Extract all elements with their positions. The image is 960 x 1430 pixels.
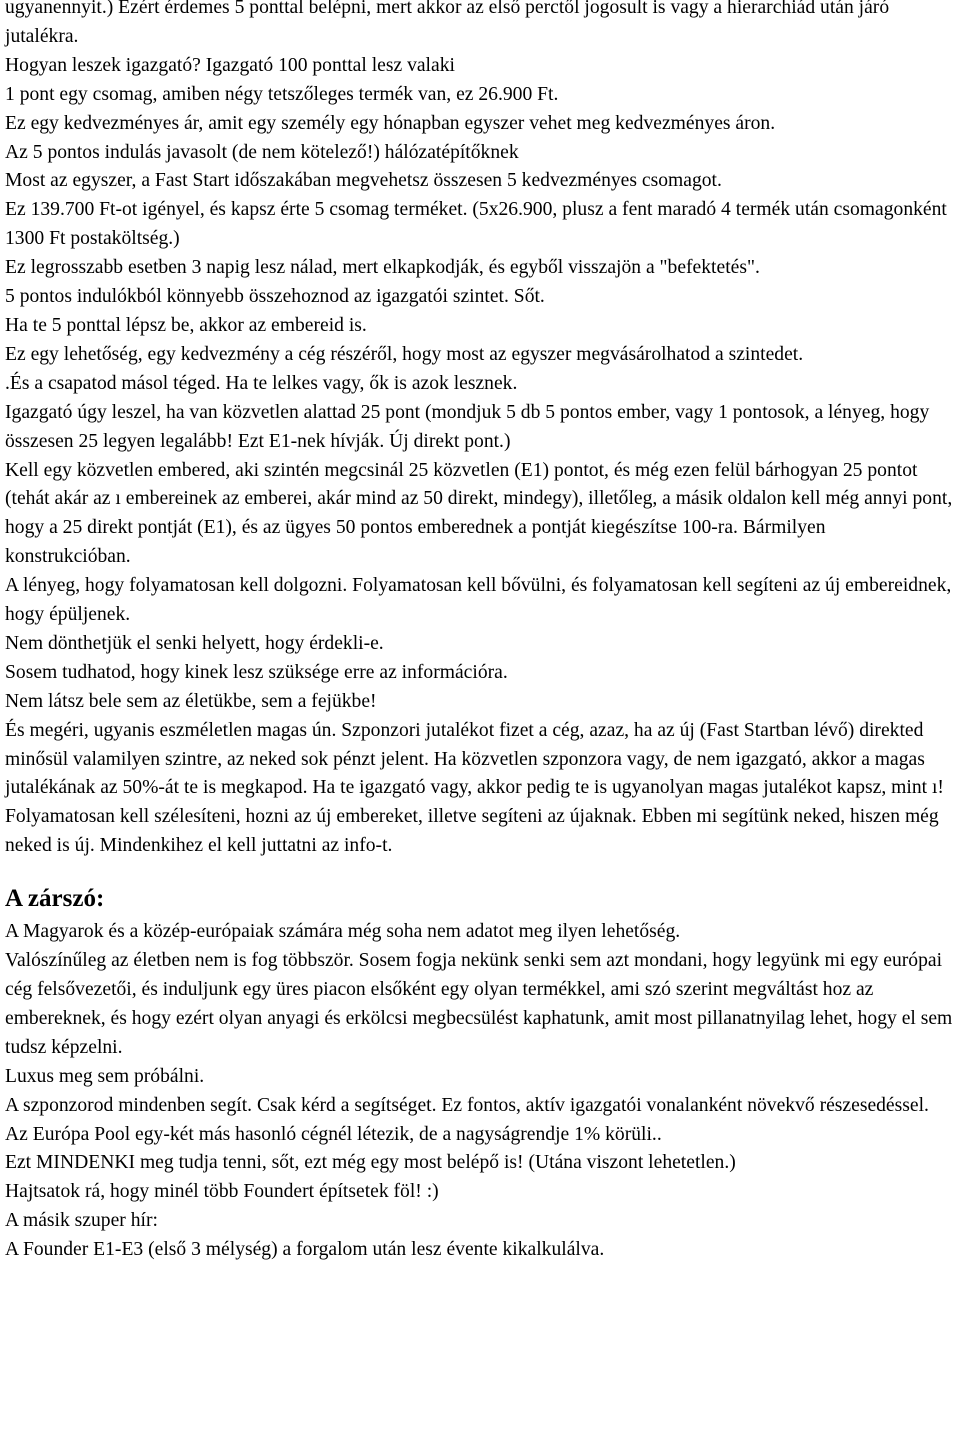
paragraph: Valószínűleg az életben nem is fog többször. Sosem fogja nekünk senki sem azt mondani, hogy legyünk mi egy európai cég felsővezetői, és induljunk egy üres piacon elsőként egy olyan termékkel, ami szó szerint megváltást hoz az embereknek, és hogy ezért olyan anyagi és erkölcsi megbecsülést kaphatunk, amit most pillanatnyilag lehet, hogy el sem tudsz képzelni. (5, 950, 953, 1058)
paragraph: .És a csapatod másol téged. Ha te lelkes vagy, ők is azok lesznek. (5, 372, 518, 394)
paragraph: Kell egy közvetlen embered, aki szintén megcsinál 25 közvetlen (E1) pontot, és még ezen felül bárhogyan 25 pontot (tehát akár az ı embereinek az emberei, akár mind az 50 direkt, mindegy), illetőleg, a másik oldalon kell még annyi pont, hogy a 25 direkt pontját (E1), és az ügyes 50 pontos emberednek a pontját kiegészítse 100-ra. Bármilyen konstrukcióban. (5, 459, 953, 568)
paragraph: 5 pontos indulókból könnyebb összehoznod az igazgatói szintet. Sőt. (5, 286, 545, 308)
paragraph: És megéri, ugyanis eszméletlen magas ún. Szponzori jutalékot fizet a cég, azaz, ha az új (Fast Startban lévő) direkted minősül valamilyen szintre, az neked sok pénzt jelent. Ha közvetlen szponzora vagy, de nem igazgató, akkor a magas jutalékának az 50%-át te is megkapod. Ha te igazgató vagy, akkor pedig te is ugyanolyan magas jutalékot kapsz, mint ı! (5, 719, 944, 799)
paragraph: A Magyarok és a közép-európaiak számára még soha nem adatot meg ilyen lehetőség. (5, 921, 681, 943)
paragraph: Sosem tudhatod, hogy kinek lesz szüksége erre az információra. (5, 661, 508, 683)
paragraph: Nem látsz bele sem az életükbe, sem a fejükbe! (5, 690, 377, 712)
paragraph: 1 pont egy csomag, amiben négy tetszőleges termék van, ez 26.900 Ft. (5, 83, 559, 105)
paragraph: Nem dönthetjük el senki helyett, hogy érdekli-e. (5, 632, 384, 654)
paragraph: Az Európa Pool egy-két más hasonló cégnél létezik, de a nagyságrendje 1% körüli.. (5, 1123, 662, 1145)
paragraph: Most az egyszer, a Fast Start időszakában megvehetsz összesen 5 kedvezményes csomagot. (5, 170, 722, 192)
paragraph: A Founder E1-E3 (első 3 mélység) a forgalom után lesz évente kikalkulálva. (5, 1239, 605, 1261)
paragraph: A szponzorod mindenben segít. Csak kérd a segítséget. Ez fontos, aktív igazgatói vonalanként növekvő részesedéssel. (5, 1094, 929, 1116)
paragraph: Hogyan leszek igazgató? Igazgató 100 ponttal lesz valaki (5, 54, 455, 76)
paragraph: Ha te 5 ponttal lépsz be, akkor az embereid is. (5, 314, 367, 336)
paragraph: Igazgató úgy leszel, ha van közvetlen alattad 25 pont (mondjuk 5 db 5 pontos ember, vagy 1 pontosok, a lényeg, hogy összesen 25 legyen legalább! Ezt E1-nek hívják. Új direkt pont.) (5, 401, 930, 452)
paragraph: Folyamatosan kell szélesíteni, hozni az új embereket, illetve segíteni az újaknak. Ebben mi segítünk neked, hiszen még neked is új. Mindenkihez el kell juttatni az info-t. (5, 806, 939, 857)
paragraph: Ez egy kedvezményes ár, amit egy személy egy hónapban egyszer vehet meg kedvezményes áron. (5, 112, 776, 134)
paragraph: Hajtsatok rá, hogy minél több Foundert építsetek föl! :) (5, 1181, 439, 1203)
paragraph: Luxus meg sem próbálni. (5, 1065, 205, 1087)
paragraph: A lényeg, hogy folyamatosan kell dolgozni. Folyamatosan kell bővülni, és folyamatosan kell segíteni az új embereidnek, hogy épüljenek. (5, 575, 952, 626)
paragraph: Ez legrosszabb esetben 3 napig lesz nálad, mert elkapkodják, és egyből visszajön a "befektetés". (5, 257, 760, 279)
paragraph: Az 5 pontos indulás javasolt (de nem kötelező!) hálózatépítőknek (5, 141, 519, 163)
paragraph: Ez egy lehetőség, egy kedvezmény a cég részéről, hogy most az egyszer megvásárolhatod a szintedet. (5, 343, 804, 365)
paragraph: Ezt MINDENKI meg tudja tenni, sőt, ezt még egy most belépő is! (Utána viszont lehetetlen.) (5, 1152, 736, 1174)
section-heading: A zárszó: (5, 885, 105, 913)
paragraph: ugyanennyit.) Ezért érdemes 5 ponttal belépni, mert akkor az első perctől jogosult is vagy a hierarchiád után járó jutalékra. (5, 0, 890, 47)
text-section (5, 0, 956, 861)
paragraph: A másik szuper hír: (5, 1210, 158, 1232)
paragraph: Ez 139.700 Ft-ot igényel, és kapsz érte 5 csomag terméket. (5x26.900, plusz a fent maradó 4 termék után csomagonként 1300 Ft postaköltség.) (5, 199, 947, 250)
closing-section (5, 918, 956, 1265)
